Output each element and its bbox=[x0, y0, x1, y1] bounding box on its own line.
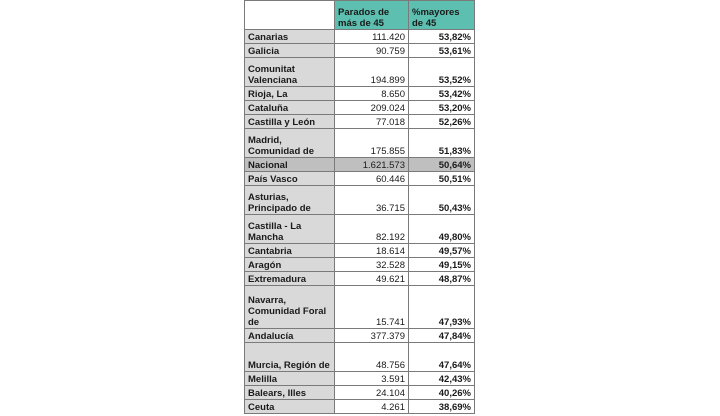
table-row bbox=[245, 158, 475, 172]
percentage-cell: 53,20% bbox=[409, 101, 475, 115]
table-row bbox=[245, 400, 475, 414]
region-name-cell: Comunitat Valenciana bbox=[245, 58, 335, 87]
percentage-cell: 40,26% bbox=[409, 386, 475, 400]
table-row bbox=[245, 244, 475, 258]
percentage-cell: 38,69% bbox=[409, 400, 475, 414]
parados-cell: 60.446 bbox=[335, 172, 409, 186]
region-name-cell: Castilla - La Mancha bbox=[245, 215, 335, 244]
region-name-cell: Galicia bbox=[245, 44, 335, 58]
region-name-cell: Madrid, Comunidad de bbox=[245, 129, 335, 158]
parados-cell: 36.715 bbox=[335, 186, 409, 215]
table-row bbox=[245, 343, 475, 372]
percentage-cell: 52,26% bbox=[409, 115, 475, 129]
table-body bbox=[245, 30, 475, 414]
region-name-cell: Melilla bbox=[245, 372, 335, 386]
region-name-cell: Canarias bbox=[245, 30, 335, 44]
parados-cell: 194.899 bbox=[335, 58, 409, 87]
parados-cell: 32.528 bbox=[335, 258, 409, 272]
table-row bbox=[245, 258, 475, 272]
table-row bbox=[245, 58, 475, 87]
region-name-cell: Cataluña bbox=[245, 101, 335, 115]
table-row bbox=[245, 129, 475, 158]
parados-cell: 24.104 bbox=[335, 386, 409, 400]
table-row bbox=[245, 115, 475, 129]
table-row bbox=[245, 87, 475, 101]
header-porcentaje: %mayores de 45 bbox=[409, 1, 475, 30]
percentage-cell: 51,83% bbox=[409, 129, 475, 158]
region-name-cell: Andalucía bbox=[245, 329, 335, 343]
table-row bbox=[245, 186, 475, 215]
percentage-cell: 53,42% bbox=[409, 87, 475, 101]
table-row bbox=[245, 30, 475, 44]
table-row bbox=[245, 172, 475, 186]
percentage-cell: 50,64% bbox=[409, 158, 475, 172]
parados-cell: 90.759 bbox=[335, 44, 409, 58]
region-name-cell: Aragón bbox=[245, 258, 335, 272]
region-name-cell: Castilla y León bbox=[245, 115, 335, 129]
table-row bbox=[245, 215, 475, 244]
parados-cell: 111.420 bbox=[335, 30, 409, 44]
parados-cell: 175.855 bbox=[335, 129, 409, 158]
unemployment-table bbox=[244, 0, 475, 414]
region-name-cell: Rioja, La bbox=[245, 87, 335, 101]
percentage-cell: 49,15% bbox=[409, 258, 475, 272]
table-row bbox=[245, 286, 475, 329]
parados-cell: 15.741 bbox=[335, 286, 409, 329]
region-name-cell: Asturias, Principado de bbox=[245, 186, 335, 215]
region-name-cell: Balears, Illes bbox=[245, 386, 335, 400]
region-name-cell: Cantabria bbox=[245, 244, 335, 258]
parados-cell: 82.192 bbox=[335, 215, 409, 244]
region-name-cell: Nacional bbox=[245, 158, 335, 172]
table-row bbox=[245, 372, 475, 386]
percentage-cell: 49,57% bbox=[409, 244, 475, 258]
parados-cell: 8.650 bbox=[335, 87, 409, 101]
percentage-cell: 49,80% bbox=[409, 215, 475, 244]
percentage-cell: 42,43% bbox=[409, 372, 475, 386]
parados-cell: 18.614 bbox=[335, 244, 409, 258]
table-row bbox=[245, 44, 475, 58]
percentage-cell: 53,52% bbox=[409, 58, 475, 87]
table-row bbox=[245, 386, 475, 400]
table-row bbox=[245, 272, 475, 286]
header-blank-cell bbox=[245, 1, 335, 30]
percentage-cell: 50,51% bbox=[409, 172, 475, 186]
header-parados: Parados de más de 45 bbox=[335, 1, 409, 30]
percentage-cell: 53,82% bbox=[409, 30, 475, 44]
parados-cell: 49.621 bbox=[335, 272, 409, 286]
region-name-cell: Extremadura bbox=[245, 272, 335, 286]
table-row bbox=[245, 101, 475, 115]
region-name-cell: Murcia, Región de bbox=[245, 343, 335, 372]
percentage-cell: 47,84% bbox=[409, 329, 475, 343]
parados-cell: 77.018 bbox=[335, 115, 409, 129]
region-name-cell: País Vasco bbox=[245, 172, 335, 186]
region-name-cell: Ceuta bbox=[245, 400, 335, 414]
parados-cell: 1.621.573 bbox=[335, 158, 409, 172]
percentage-cell: 50,43% bbox=[409, 186, 475, 215]
region-name-cell: Navarra, Comunidad Foral de bbox=[245, 286, 335, 329]
table-row bbox=[245, 329, 475, 343]
parados-cell: 4.261 bbox=[335, 400, 409, 414]
percentage-cell: 48,87% bbox=[409, 272, 475, 286]
parados-cell: 377.379 bbox=[335, 329, 409, 343]
percentage-cell: 47,93% bbox=[409, 286, 475, 329]
percentage-cell: 53,61% bbox=[409, 44, 475, 58]
parados-cell: 3.591 bbox=[335, 372, 409, 386]
header-row bbox=[245, 1, 475, 30]
percentage-cell: 47,64% bbox=[409, 343, 475, 372]
parados-cell: 48.756 bbox=[335, 343, 409, 372]
parados-cell: 209.024 bbox=[335, 101, 409, 115]
